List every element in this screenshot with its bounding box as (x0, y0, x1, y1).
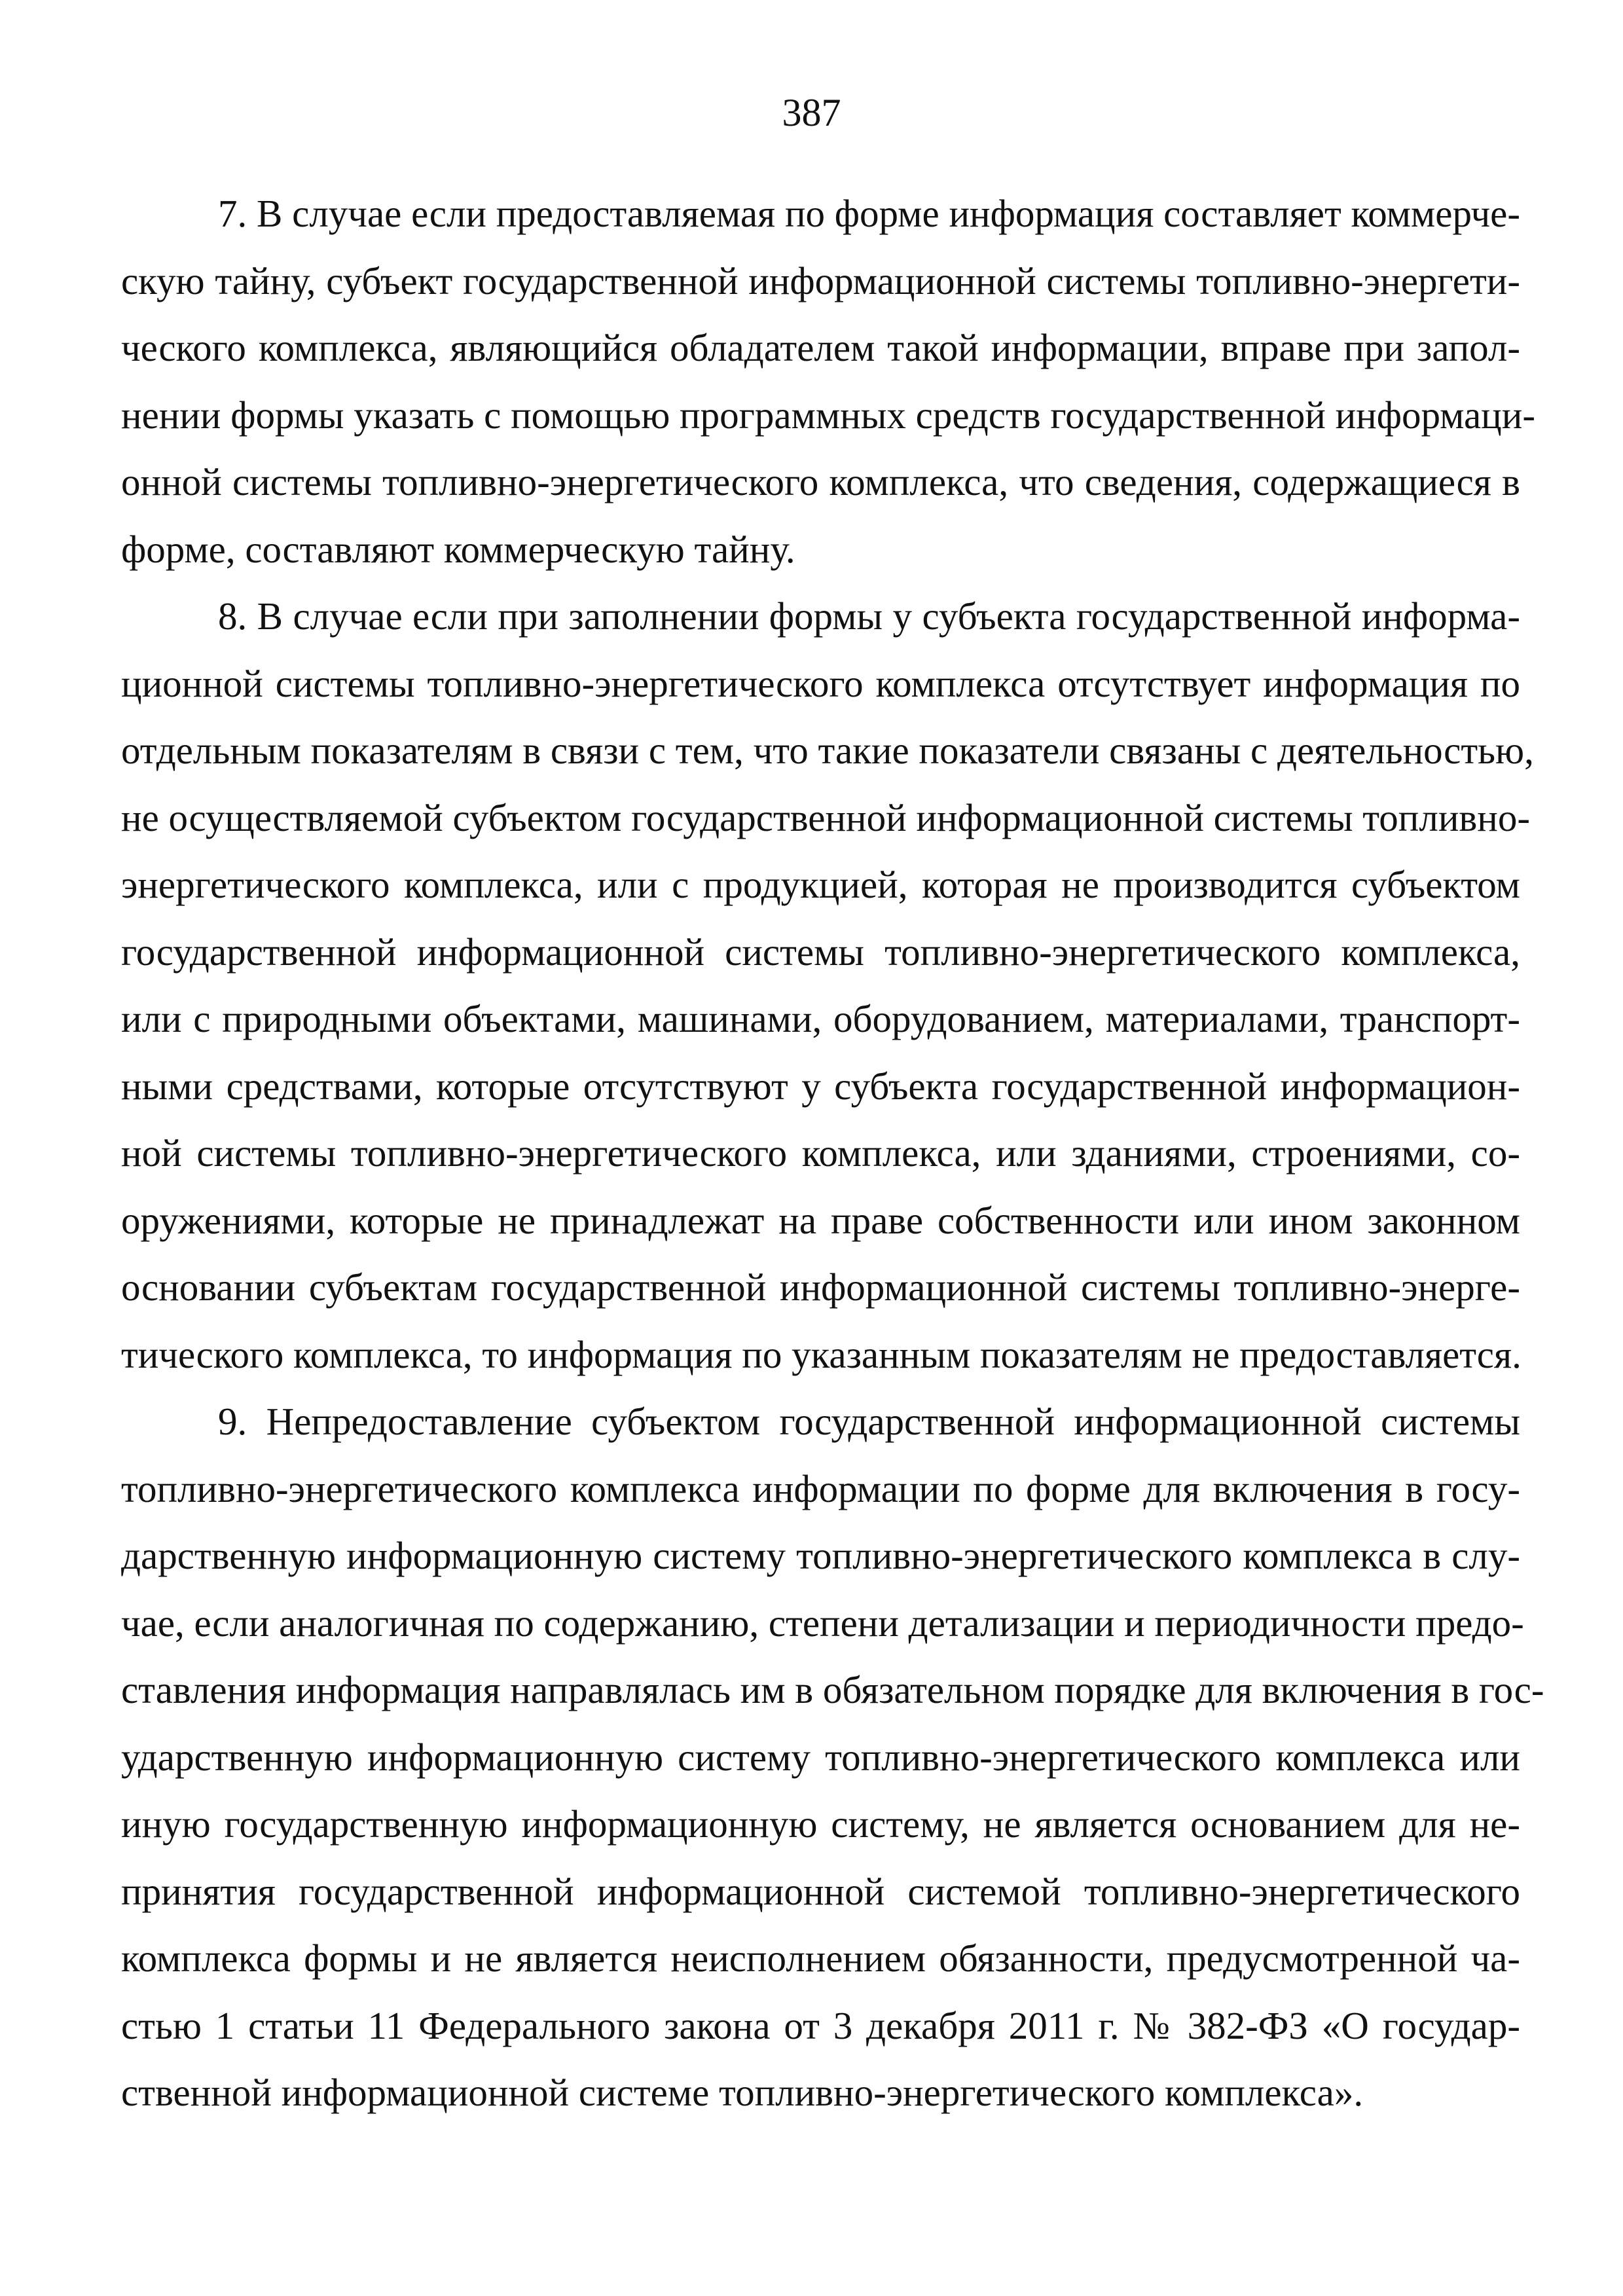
text-line: дарственную информационную систему топливно-энергетического комплекса в слу- (121, 1534, 1520, 1577)
text-line: государственной информационной системы топливно-энергетического комплекса, (121, 930, 1520, 974)
text-line: онной системы топливно-энергетического комплекса, что сведения, содержащиеся в (121, 460, 1520, 503)
paragraph-7 (121, 180, 1535, 583)
text-line: энергетического комплекса, или с продукцией, которая не производится субъектом (121, 863, 1520, 906)
text-line: комплекса формы и не является неисполнением обязанности, предусмотренной ча- (121, 1937, 1520, 1980)
text-line: форме, составляют коммерческую тайну. (121, 527, 795, 571)
text-line: ными средствами, которые отсутствуют у субъекта государственной информацион- (121, 1064, 1520, 1108)
text-line: чае, если аналогичная по содержанию, степени детализации и периодичности предо- (121, 1601, 1524, 1645)
text-line: не осуществляемой субъектом государственной информационной системы топливно- (121, 795, 1530, 839)
text-line: или с природными объектами, машинами, оборудованием, материалами, транспорт- (121, 997, 1520, 1040)
text-line: ставления информация направлялась им в обязательном порядке для включения в гос- (121, 1668, 1544, 1711)
text-line: отдельным показателям в связи с тем, что такие показатели связаны с деятельностью, (121, 729, 1534, 772)
page-number: 387 (782, 91, 841, 134)
text-line: топливно-энергетического комплекса информации по форме для включения в госу- (121, 1467, 1520, 1510)
text-line: тического комплекса, то информация по указанным показателям не предоставляется. (121, 1332, 1522, 1376)
text-line: 9. Непредоставление субъектом государственной информационной системы (218, 1400, 1520, 1443)
document-body (121, 180, 1544, 2126)
text-line: ударственную информационную систему топливно-энергетического комплекса или (121, 1735, 1520, 1779)
text-line: 8. В случае если при заполнении формы у субъекта государственной информа- (218, 594, 1520, 638)
text-line: 7. В случае если предоставляемая по форме информация составляет коммерче- (218, 192, 1520, 235)
text-line: ной системы топливно-энергетического комплекса, или зданиями, строениями, со- (121, 1131, 1520, 1175)
text-line: иную государственную информационную систему, не является основанием для не- (121, 1802, 1520, 1846)
text-line: ческого комплекса, являющийся обладателем такой информации, вправе при запол- (121, 326, 1520, 369)
text-line: ционной системы топливно-энергетического комплекса отсутствует информация по (121, 661, 1520, 705)
text-line: основании субъектам государственной информационной системы топливно-энерге- (121, 1266, 1520, 1309)
text-line: принятия государственной информационной системой топливно-энергетического (121, 1869, 1520, 1913)
paragraph-9 (121, 1388, 1544, 2126)
paragraph-8 (121, 583, 1534, 1388)
text-line: нении формы указать с помощью программных средств государственной информаци- (121, 393, 1535, 437)
text-line: оружениями, которые не принадлежат на праве собственности или ином законном (121, 1198, 1520, 1242)
text-line: стью 1 статьи 11 Федерального закона от 3 декабря 2011 г. № 382-ФЗ «О государ- (121, 2003, 1520, 2047)
text-line: скую тайну, субъект государственной информационной системы топливно-энергети- (121, 259, 1520, 302)
text-line: ственной информационной системе топливно-энергетического комплекса». (121, 2071, 1364, 2114)
